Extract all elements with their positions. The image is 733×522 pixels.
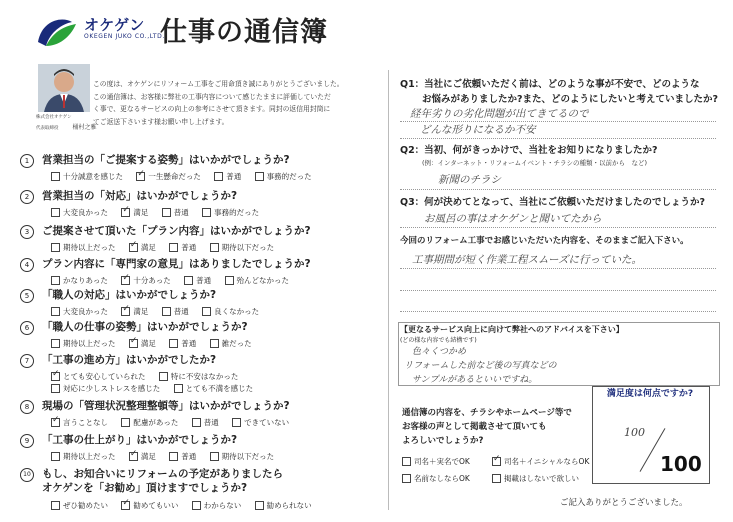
consent-question-2: お客様の声として掲載させて頂いても [402, 422, 547, 432]
president-photo [38, 64, 90, 112]
q2-option-1[interactable]: 大変良かった [51, 207, 108, 218]
q5-option-1[interactable]: 大変良かった [51, 306, 108, 317]
q10-option-3[interactable]: わからない [192, 500, 242, 511]
q1-option-3[interactable]: 普通 [214, 171, 241, 182]
question-q1: Q1：当社にご依頼いただく前は、どのような事が不安で、どのような [400, 79, 700, 90]
advice-line2[interactable]: リフォームした前など後の写真などの [404, 361, 557, 371]
answer-line [400, 138, 716, 139]
question-1: 1 営業担当の「ご提案する姿勢」はいかがでしょうか? 十分誠意を感じた ✓ 一生懸命だった 普通 事務的だった [20, 150, 380, 190]
q7-option-2[interactable]: 特に不安はなかった [159, 371, 239, 382]
question-q4: 今回のリフォーム工事でお感じいただいた内容を、そのままご記入下さい。 [400, 236, 689, 246]
score-total: 100 [660, 452, 702, 476]
answer-line [400, 290, 716, 291]
president-signature: 代表取締役 桶村之雅 [36, 124, 97, 131]
q9-option-1[interactable]: 期待以上だった [51, 451, 116, 462]
score-heading: 満足度は何点ですか? [606, 389, 694, 399]
q9-option-4[interactable]: 期待以下だった [210, 451, 275, 462]
consent-option-2[interactable]: ✓ 司名＋イニシャルならOK [492, 456, 600, 468]
consent-question-3: よろしいでしょうか? [402, 436, 484, 446]
q4-option-1[interactable]: かなりあった [51, 275, 108, 286]
q4-answer[interactable]: 工事期間が短く作業工程スムーズに行っていた。 [412, 254, 642, 266]
question-6: 6 「職人の仕事の姿勢」はいかがでしょうか? 期待以上だった ✓ 満足 普通 雑だった [20, 317, 380, 357]
q10-option-2[interactable]: ✓ 勧めてもいい [121, 500, 178, 511]
q7-option-1[interactable]: ✓ とても安心していられた [51, 371, 146, 382]
checkbox [51, 172, 60, 181]
consent-option-3[interactable]: 名前なしならOK [402, 473, 481, 485]
q3-answer[interactable]: お風呂の事はオケゲンと聞いてたから [424, 213, 602, 225]
q2-option-4[interactable]: 事務的だった [202, 207, 259, 218]
q1-answer-line1[interactable]: 経年劣りの劣化問題が出てきてるので [410, 108, 589, 120]
okegen-logo-icon [32, 12, 80, 52]
q8-option-3[interactable]: 普通 [192, 417, 219, 428]
q4-option-2[interactable]: ✓ 十分あった [121, 275, 170, 286]
column-divider [388, 70, 389, 510]
q4-option-4[interactable]: 殆んどなかった [225, 275, 290, 286]
intro-text: この度は、オケゲンにリフォーム工事をご用命頂き誠にありがとうございました。 この通信簿は、お客様に弊社の工事内容について感じたままに評価していただ く事で、更なるサービスの向上の参考にさせて頂きます。同封の返信用封筒に てご返送下さいます様お願い申し上げます。 [93, 80, 344, 127]
question-8: 8 現場の「管理状況整理整頓等」はいかがでしょうか? ✓ 言うことなし 配慮があった 普通 できていない [20, 396, 380, 436]
checkbox [214, 172, 223, 181]
q6-option-4[interactable]: 雑だった [210, 338, 252, 349]
q8-option-2[interactable]: 配慮があった [121, 417, 178, 428]
q7-option-4[interactable]: とても不満を感じた [174, 383, 254, 394]
question-9: 9 「工事の仕上がり」はいかがでしょうか? 期待以上だった ✓ 満足 普通 期待以下だった [20, 430, 380, 470]
q1-answer-line2[interactable]: どんな形りになるか不安 [420, 124, 536, 136]
answer-line [400, 227, 716, 228]
question-3: 3 ご提案させて頂いた「プラン内容」はいかがでしょうか? 期待以上だった ✓ 満足 普通 期待以下だった [20, 221, 380, 261]
question-10: 10 もし、お知合いにリフォームの予定がありましたら オケゲンを「お勧め」頂けますでしょうか? ぜひ勧めたい ✓ 勧めてもいい わからない 勧められない [20, 464, 380, 520]
q5-option-2[interactable]: ✓ 満足 [121, 306, 148, 317]
q2-option-2[interactable]: ✓ 満足 [121, 207, 148, 218]
question-q1-line2: お悩みがありましたか?また、どのようにしたいと考えていましたか? [422, 94, 719, 105]
president-company: 株式会社オケゲン [36, 115, 72, 120]
advice-subheading: (どの様な内容でも結構です) [400, 337, 477, 344]
checkbox-checked [136, 172, 145, 181]
brand-subtitle: OKEGEN JUKO CO.,LTD. [84, 33, 165, 40]
q8-option-4[interactable]: できていない [232, 417, 289, 428]
question-4: 4 プラン内容に「専門家の意見」はありましたでしょうか? かなりあった ✓ 十分あった 普通 殆んどなかった [20, 254, 380, 294]
score-handwritten[interactable]: 100 [624, 426, 645, 439]
q6-option-1[interactable]: 期待以上だった [51, 338, 116, 349]
question-q2: Q2：当初、何がきっかけで、当社をお知りになりましたか? [400, 145, 658, 156]
q2-answer[interactable]: 新聞のチラシ [438, 174, 501, 186]
consent-option-4[interactable]: 掲載はしないで欲しい [492, 473, 590, 485]
q10-option-1[interactable]: ぜひ勧めたい [51, 500, 108, 511]
q10-option-4[interactable]: 勧められない [255, 500, 312, 511]
q1-option-1[interactable]: 十分誠意を感じた [51, 171, 123, 182]
q5-option-3[interactable]: 普通 [162, 306, 189, 317]
advice-line3[interactable]: サンプルがあるといいですね。 [412, 375, 538, 385]
brand-name: オケゲン [84, 16, 145, 34]
question-7: 7 「工事の進め方」はいかがでしたか? ✓ とても安心していられた 特に不安はなかった 対応に少しストレスを感じた とても不満を感じた [20, 350, 380, 396]
advice-line1[interactable]: 色々くつかめ [412, 347, 467, 357]
question-5: 5 「職人の対応」はいかがでしょうか? 大変良かった ✓ 満足 普通 良くなかった [20, 285, 380, 325]
q6-option-2[interactable]: ✓ 満足 [129, 338, 156, 349]
answer-line [400, 189, 716, 190]
q4-option-3[interactable]: 普通 [184, 275, 211, 286]
checkbox [255, 172, 264, 181]
q8-option-1[interactable]: ✓ 言うことなし [51, 417, 108, 428]
page-title: 仕事の通信簿 [160, 17, 328, 48]
q9-option-3[interactable]: 普通 [169, 451, 196, 462]
q3-option-2[interactable]: ✓ 満足 [129, 242, 156, 253]
thanks-text: ご記入ありがとうございました。 [560, 498, 688, 508]
answer-line [400, 311, 716, 312]
q2-option-3[interactable]: 普通 [162, 207, 189, 218]
question-2: 2 営業担当の「対応」はいかがでしょうか? 大変良かった ✓ 満足 普通 事務的だった [20, 186, 380, 226]
consent-option-1[interactable]: 司名＋実名でOK [402, 456, 481, 468]
q5-option-4[interactable]: 良くなかった [202, 306, 259, 317]
q2-note: (例：インターネット・リフォームイベント・チラシの種類・以前から など) [422, 159, 648, 167]
q3-option-4[interactable]: 期待以下だった [210, 242, 275, 253]
q7-option-3[interactable]: 対応に少しストレスを感じた [51, 383, 160, 394]
consent-question-1: 通信簿の内容を、チラシやホームページ等で [402, 408, 572, 418]
q1-option-2[interactable]: ✓ 一生懸命だった [136, 171, 201, 182]
q9-option-2[interactable]: ✓ 満足 [129, 451, 156, 462]
advice-heading: 【更なるサービス向上に向けて弊社へのアドバイスを下さい】 [400, 325, 624, 334]
q1-option-4[interactable]: 事務的だった [255, 171, 312, 182]
q3-option-3[interactable]: 普通 [169, 242, 196, 253]
answer-line [400, 268, 716, 269]
q6-option-3[interactable]: 普通 [169, 338, 196, 349]
question-q3: Q3：何が決めてとなって、当社にご依頼いただけましたのでしょうか? [400, 197, 706, 208]
q3-option-1[interactable]: 期待以上だった [51, 242, 116, 253]
